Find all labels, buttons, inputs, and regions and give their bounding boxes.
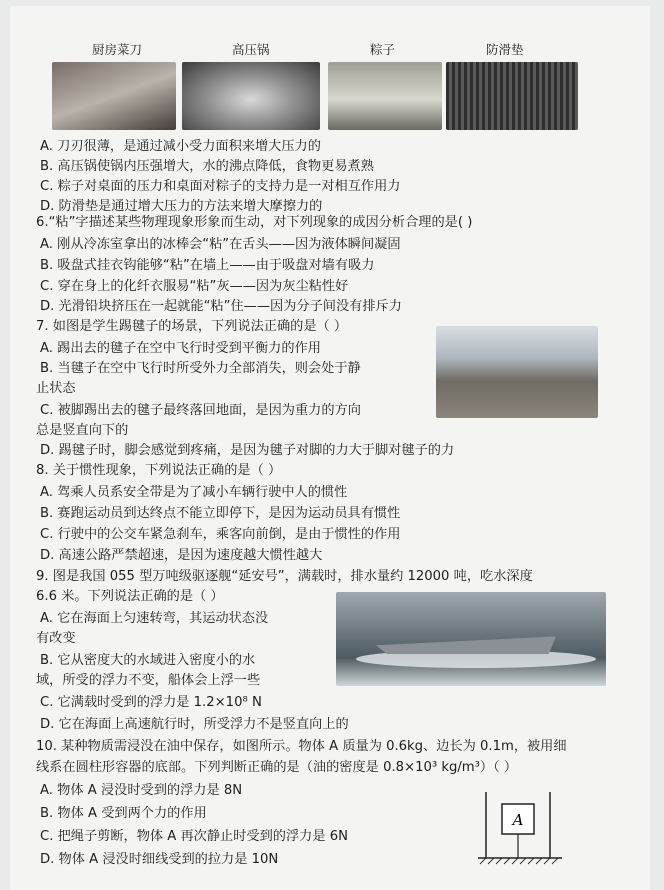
q6-stem: 6.“粘”字描述某些物理现象形象而生动，对下列现象的成因分析合理的是( ) [36, 215, 473, 230]
q10-option-c: C. 把绳子剪断，物体 A 再次静止时受到的浮力是 6N [40, 829, 349, 844]
q10-option-b: B. 物体 A 受到两个力的作用 [40, 806, 207, 821]
q9-option-a: A. 它在海面上匀速转弯，其运动状态没 [40, 611, 269, 626]
q6-option-a: A. 刚从冷冻室拿出的冰棒会“粘”在舌头——因为液体瞬间凝固 [40, 237, 401, 252]
q6-option-d: D. 光滑铅块挤压在一起就能“粘”住——因为分子间没有排斥力 [40, 299, 402, 314]
q9-stem-cont: 6.6 米。下列说法正确的是（ ） [36, 589, 224, 604]
q8-option-d: D. 高速公路严禁超速，是因为速度越大惯性越大 [40, 548, 323, 563]
q7-option-d: D. 踢毽子时，脚会感觉到疼痛，是因为毽子对脚的力大于脚对毽子的力 [40, 443, 455, 458]
q5-option-d: D. 防滑垫是通过增大压力的方法来增大摩擦力的 [40, 199, 323, 214]
q7-option-c-cont: 总是竖直向下的 [36, 423, 129, 438]
q5-option-b: B. 高压锅使锅内压强增大，水的沸点降低，食物更易煮熟 [40, 159, 374, 174]
shuttlecock-kicking-photo [436, 326, 598, 418]
q8-stem: 8. 关于惯性现象，下列说法正确的是（ ） [36, 463, 282, 478]
destroyer-photo [336, 592, 606, 686]
q7-option-b-cont: 止状态 [36, 381, 76, 396]
q8-option-b: B. 赛跑运动员到达终点不能立即停下，是因为运动员具有惯性 [40, 506, 401, 521]
q8-option-c: C. 行驶中的公交车紧急刹车，乘客向前倒，是由于惯性的作用 [40, 527, 401, 542]
q9-stem: 9. 图是我国 055 型万吨级驱逐舰“延安号”，满载时，排水量约 12000 吨，吃水深度 [36, 569, 533, 584]
caption-pressure-cooker: 高压锅 [232, 42, 270, 57]
q6-option-b: B. 吸盘式挂衣钩能够“粘”在墙上——由于吸盘对墙有吸力 [40, 258, 375, 273]
ground-hatching [480, 858, 558, 864]
q7-option-a: A. 踢出去的毽子在空中飞行时受到平衡力的作用 [40, 341, 321, 356]
caption-antislip-mat: 防滑垫 [486, 42, 524, 57]
q8-option-a: A. 驾乘人员系安全带是为了减小车辆行驶中人的惯性 [40, 485, 348, 500]
q7-option-b: B. 当毽子在空中飞行时所受外力全部消失，则会处于静 [40, 361, 361, 376]
caption-zongzi: 粽子 [370, 42, 396, 57]
q9-option-b: B. 它从密度大的水域进入密度小的水 [40, 653, 256, 668]
knife-photo [52, 62, 176, 130]
q7-option-c: C. 被脚踢出去的毽子最终落回地面，是因为重力的方向 [40, 403, 361, 418]
ship-hull [376, 632, 556, 654]
q7-stem: 7. 如图是学生踢毽子的场景，下列说法正确的是（ ） [36, 319, 348, 334]
block-a-label: A [512, 811, 524, 829]
pressure-cooker-photo [182, 62, 320, 130]
q5-option-c: C. 粽子对桌面的压力和桌面对粽子的支持力是一对相互作用力 [40, 179, 401, 194]
antislip-mat-photo [446, 62, 578, 130]
q6-option-c: C. 穿在身上的化纤衣服易“粘”灰——因为灰尘粘性好 [40, 279, 349, 294]
caption-knife: 厨房菜刀 [92, 42, 143, 57]
zongzi-photo [328, 62, 442, 130]
container-diagram [478, 790, 568, 870]
q10-stem: 10. 某种物质需浸没在油中保存，如图所示。物体 A 质量为 0.6kg、边长为 0.1m，被用细 [36, 739, 567, 754]
q9-option-d: D. 它在海面上高速航行时，所受浮力不是竖直向上的 [40, 717, 349, 732]
q10-stem-cont: 线系在圆柱形容器的底部。下列判断正确的是（油的密度是 0.8×10³ kg/m³）（ ） [36, 760, 518, 775]
q9-option-a-cont: 有改变 [36, 631, 76, 646]
q9-option-b-cont: 域，所受的浮力不变，船体会上浮一些 [36, 673, 261, 688]
q5-option-a: A. 刀刃很薄，是通过减小受力面积来增大压力的 [40, 139, 321, 154]
q10-option-d: D. 物体 A 浸没时细线受到的拉力是 10N [40, 852, 279, 867]
q10-option-a: A. 物体 A 浸没时受到的浮力是 8N [40, 783, 243, 798]
q9-option-c: C. 它满载时受到的浮力是 1.2×10⁸ N [40, 695, 262, 710]
